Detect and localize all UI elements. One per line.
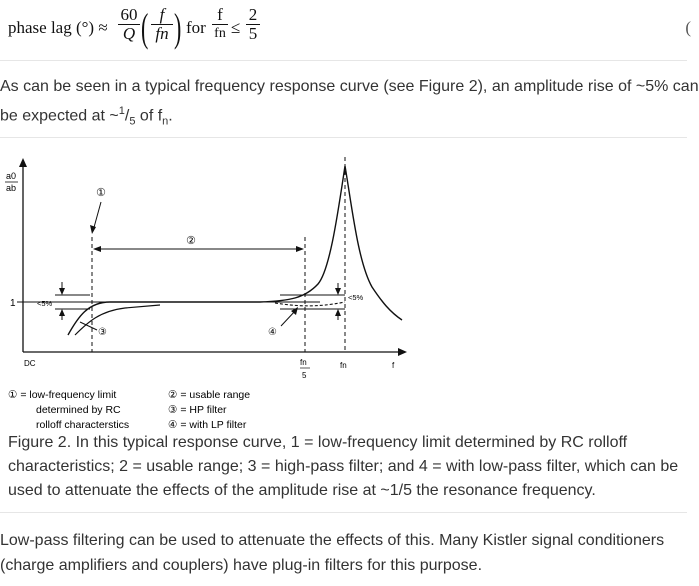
equation-for-word: for — [186, 18, 206, 37]
left-pct-label: <5% — [37, 299, 53, 308]
x-label-dc: DC — [24, 359, 36, 368]
divider — [0, 137, 687, 138]
marker-1: ① — [96, 187, 106, 199]
y-axis-label-num: a0 — [6, 171, 17, 181]
equation-fraction-f-fn: $\frac{f}{fn}$ — [151, 6, 173, 43]
y-axis-label-den: ab — [6, 183, 17, 193]
legend-item-1-cont: rolloff characterstics — [36, 419, 130, 431]
x-label-fn5-den: 5 — [302, 371, 307, 380]
marker-3: ③ — [98, 327, 107, 338]
legend-item-3: ③ = HP filter — [168, 404, 227, 416]
legend-item-2: ② = usable range — [168, 389, 251, 401]
equation-number: ( — [685, 18, 691, 37]
frequency-response-figure — [0, 152, 408, 432]
frequency-response-diagram — [0, 152, 408, 432]
x-label-fn5-num: fn — [300, 358, 307, 367]
x-label-f: f — [392, 361, 395, 370]
right-pct-label: <5% — [348, 293, 364, 302]
legend-item-1-cont: determined by RC — [36, 404, 121, 416]
x-label-fn: fn — [340, 361, 347, 370]
paragraph-line: Low-pass filtering can be used to attenuate the effects of this. Many Kistler signal conditioners — [0, 532, 665, 549]
paragraph-line: be expected at $\sim^1/_5$ of $f_n$. — [0, 105, 173, 128]
phase-lag-equation — [8, 5, 691, 54]
paragraph-amplitude-rise — [0, 74, 699, 135]
figure-caption: Figure 2. In this typical response curve, 1 = low-frequency limit determined by RC rolloff characteristics; 2 = usable range; 3 = high-pass filter; and 4 = with low-pass filter, which can be used to attenuate the effects of the amplitude rise at ~1/5 the resonance frequency. — [8, 434, 679, 499]
equation-fraction-f-fn-2: f fn — [212, 6, 228, 43]
equation-fraction-60-q: $\frac{60}{Q}$ — [118, 6, 140, 43]
divider — [0, 512, 687, 513]
right-paren: ) — [174, 5, 182, 50]
legend-item-4: ④ = with LP filter — [168, 419, 247, 431]
left-paren: ( — [141, 5, 149, 50]
marker-4: ④ — [268, 327, 277, 338]
equation-fraction-2-5: $\frac{2}{5}$ — [246, 6, 260, 43]
legend-item-1: ① = low-frequency limit — [8, 389, 117, 401]
equation-inequality: ≤ — [231, 18, 241, 37]
paragraph-line: As can be seen in a typical frequency response curve (see Figure 2), an amplitude rise of ~5% can — [0, 78, 699, 95]
marker-2: ② — [186, 235, 196, 247]
divider — [0, 60, 687, 61]
paragraph-low-pass-filtering — [0, 528, 687, 578]
paragraph-line: (charge amplifiers and couplers) have plug-in filters for this purpose. — [0, 557, 483, 574]
y-tick-one: 1 — [10, 298, 16, 309]
equation-lhs: phase lag (°) ≈ — [8, 18, 108, 37]
